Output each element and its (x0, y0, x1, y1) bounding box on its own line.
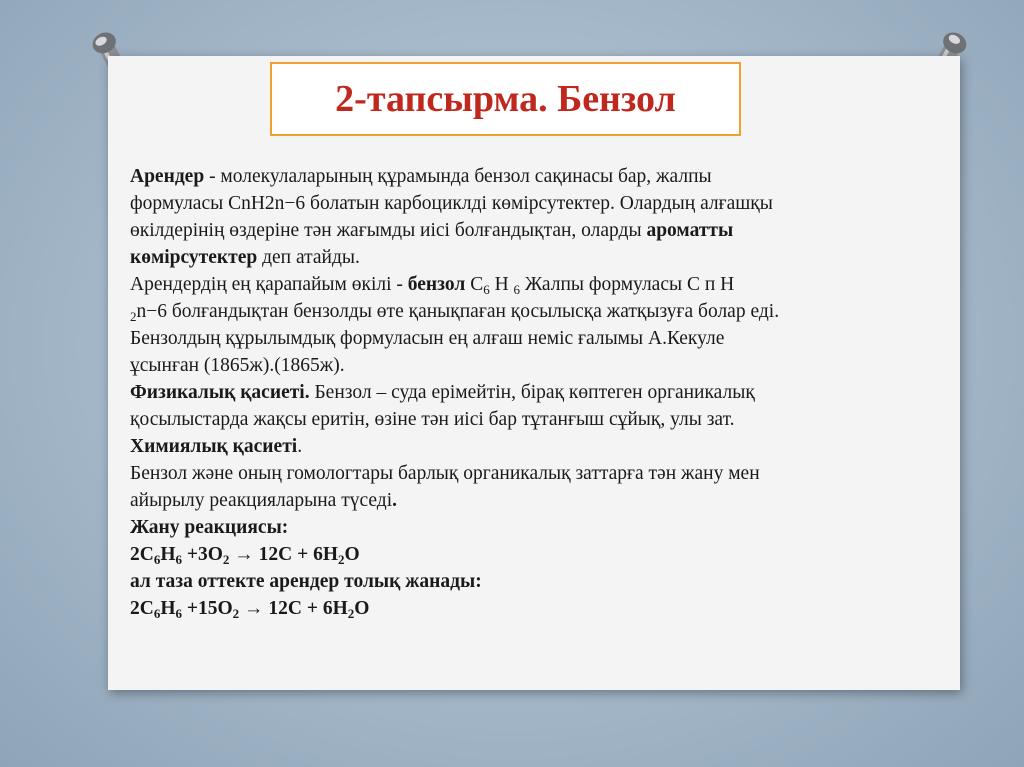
subscript: 2 (130, 309, 137, 324)
text-line (130, 244, 920, 271)
eq-part: H (160, 598, 176, 619)
subscript: 6 (153, 552, 161, 567)
slide-content (130, 163, 920, 622)
text-line (130, 298, 920, 325)
eq-part: O (354, 598, 370, 619)
subscript: 2 (222, 552, 230, 567)
text-span: деп атайды. (257, 247, 360, 268)
bold-text: ароматты (646, 220, 734, 241)
bold-text: . (392, 490, 397, 511)
eq-part: → 12C + 6H (239, 598, 348, 619)
slide-title: 2-тапсырма. Бензол (335, 78, 676, 120)
subscript: 6 (153, 606, 161, 621)
text-line (130, 352, 920, 379)
text-span: қосылыстарда жақсы еритін, өзіне тән иісі бар тұтанғыш сұйық, улы зат. (130, 409, 735, 430)
text-span: H (489, 274, 514, 295)
equation-2 (130, 595, 920, 622)
text-line (130, 163, 920, 190)
combustion-note: ал таза оттекте арендер толық жанады: (130, 571, 482, 592)
subscript: 6 (483, 282, 490, 297)
text-span: Арендердің ең қарапайым өкілі - (130, 274, 408, 295)
eq-part: → 12C + 6H (229, 544, 339, 565)
combustion-label: Жану реакциясы: (130, 517, 289, 538)
chemical-label: Химиялық қасиеті (130, 436, 298, 457)
subscript: 2 (232, 606, 240, 621)
text-span: айырылу реакцияларына түседі (130, 490, 393, 511)
text-span: Бензол – суда ерімейтін, бірақ көптеген органикалық (309, 382, 755, 403)
bold-text: бензол (407, 274, 466, 295)
bold-text: көмірсутектер (130, 247, 258, 268)
text-line (130, 271, 920, 298)
term-arenes: Арендер (130, 166, 205, 187)
text-span: Бензолдың құрылымдық формуласын ең алғаш неміс ғалымы А.Кекуле (130, 328, 725, 349)
subscript: 2 (347, 606, 355, 621)
text-span: - молекулаларының құрамында бензол сақинасы бар, жалпы (204, 166, 712, 187)
text-span: Жалпы формуласы С п Н (520, 274, 735, 295)
text-span: өкілдерінің өздеріне тән жағымды иісі болғандықтан, оларды (130, 220, 647, 241)
text-line (130, 190, 920, 217)
text-line (130, 460, 920, 487)
subscript: 2 (338, 552, 345, 567)
eq-part: H (160, 544, 176, 565)
text-line (130, 568, 920, 595)
subscript: 6 (513, 282, 521, 297)
subscript: 6 (175, 606, 183, 621)
text-line (130, 217, 920, 244)
eq-part: O (344, 544, 360, 565)
text-span: . (297, 436, 303, 457)
text-span: Бензол және оның гомологтары барлық органикалық заттарға тән жану мен (130, 463, 760, 484)
title-box (270, 62, 741, 136)
eq-part: 2C (130, 598, 154, 619)
text-span: n−6 болғандықтан бензолды өте қанықпаған қосылысқа жатқызуға болар еді. (136, 301, 780, 322)
text-span: C (465, 274, 484, 295)
physical-label: Физикалық қасиеті. (130, 382, 310, 403)
text-line (130, 487, 920, 514)
eq-part: +15O (182, 598, 233, 619)
text-span: формуласы CnH2n−6 болатын карбоциклді көмірсутектер. Олардың алғашқы (130, 193, 773, 214)
eq-part: 2C (130, 544, 154, 565)
text-line (130, 406, 920, 433)
text-line (130, 379, 920, 406)
text-line (130, 325, 920, 352)
text-line (130, 433, 920, 460)
text-span: ұсынған (1865ж).(1865ж). (130, 355, 345, 376)
subscript: 6 (175, 552, 183, 567)
eq-part: +3O (182, 544, 223, 565)
text-line (130, 514, 920, 541)
equation-1 (130, 541, 920, 568)
